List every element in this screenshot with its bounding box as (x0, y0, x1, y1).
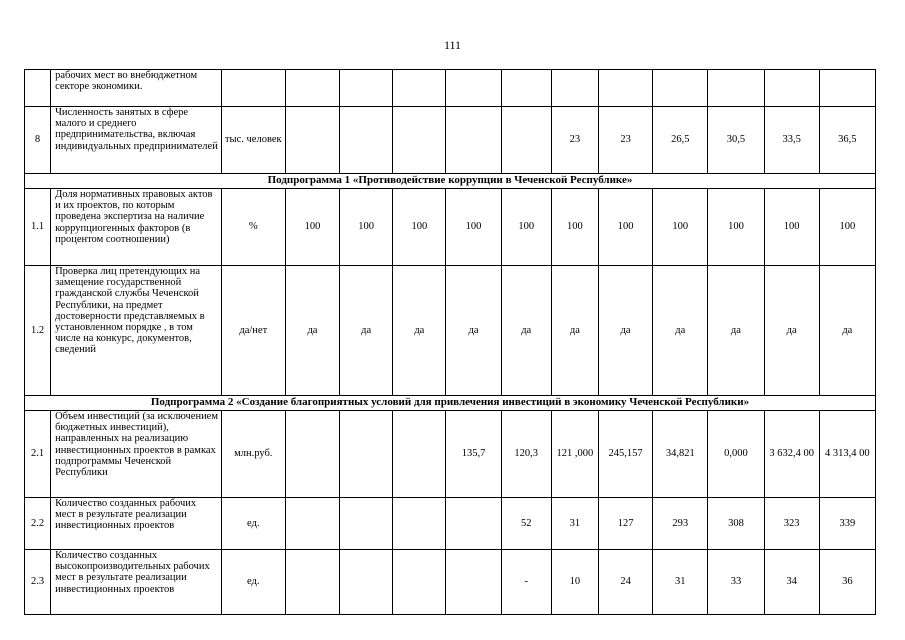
section-row (25, 174, 876, 189)
indicator-name: Объем инвестиций (за исключением бюджетных инвестиций), направленных на реализацию инвестиционных проектов в рамках подпрограммы Чеченской Республики (51, 411, 222, 498)
value-cell: 23 (598, 107, 652, 174)
indicator-name: Количество созданных рабочих мест в результате реализации инвестиционных проектов (51, 498, 222, 550)
value-cell: да (764, 266, 819, 396)
value-cell (819, 70, 875, 107)
value-cell: 26,5 (653, 107, 708, 174)
value-cell: 121 ,000 (551, 411, 598, 498)
table-body (25, 70, 876, 615)
value-cell: 36,5 (819, 107, 875, 174)
value-cell (501, 107, 551, 174)
value-cell (446, 550, 501, 615)
value-cell (764, 70, 819, 107)
value-cell: 135,7 (446, 411, 501, 498)
section-row (25, 396, 876, 411)
value-cell: 100 (598, 189, 652, 266)
value-cell: 52 (501, 498, 551, 550)
value-cell (446, 107, 501, 174)
value-cell (446, 70, 501, 107)
value-cell (708, 70, 764, 107)
value-cell (598, 70, 652, 107)
value-cell: да (819, 266, 875, 396)
value-cell: 3 632,4 00 (764, 411, 819, 498)
row-number: 1.1 (25, 189, 51, 266)
value-cell (340, 550, 393, 615)
table-row (25, 107, 876, 174)
value-cell (393, 498, 446, 550)
value-cell: 34,821 (653, 411, 708, 498)
value-cell (340, 70, 393, 107)
value-cell: 100 (708, 189, 764, 266)
indicators-table (24, 69, 876, 615)
value-cell (340, 411, 393, 498)
value-cell: 100 (819, 189, 875, 266)
table-row (25, 550, 876, 615)
value-cell (446, 498, 501, 550)
value-cell: да (598, 266, 652, 396)
value-cell: да (446, 266, 501, 396)
value-cell: 323 (764, 498, 819, 550)
indicator-unit: тыс. человек (221, 107, 285, 174)
indicator-unit (221, 70, 285, 107)
row-number: 2.1 (25, 411, 51, 498)
value-cell: да (501, 266, 551, 396)
row-number: 2.2 (25, 498, 51, 550)
value-cell (501, 70, 551, 107)
value-cell: да (708, 266, 764, 396)
value-cell (393, 411, 446, 498)
value-cell: 120,3 (501, 411, 551, 498)
value-cell: 10 (551, 550, 598, 615)
indicator-unit: ед. (221, 550, 285, 615)
indicator-name: рабочих мест во внебюджетном секторе экономики. (51, 70, 222, 107)
table-row (25, 70, 876, 107)
value-cell (285, 70, 339, 107)
indicator-unit: млн.руб. (221, 411, 285, 498)
row-number: 1.2 (25, 266, 51, 396)
value-cell: 30,5 (708, 107, 764, 174)
value-cell: 100 (764, 189, 819, 266)
indicator-name: Количество созданных высокопроизводительных рабочих мест в результате реализации инвестиционных проектов (51, 550, 222, 615)
value-cell: 339 (819, 498, 875, 550)
value-cell: - (501, 550, 551, 615)
value-cell: 100 (653, 189, 708, 266)
value-cell: 31 (653, 550, 708, 615)
value-cell: 100 (446, 189, 501, 266)
value-cell (393, 107, 446, 174)
value-cell: 33 (708, 550, 764, 615)
indicator-name: Численность занятых в сфере малого и среднего предпринимательства, включая индивидуальных предпринимателей (51, 107, 222, 174)
value-cell: да (393, 266, 446, 396)
indicator-name: Проверка лиц претендующих на замещение государственной гражданской службы Чеченской Республики, на предмет достоверности представляемых в установленном порядке , в том числе на конкурс, документов, сведений (51, 266, 222, 396)
table-row (25, 498, 876, 550)
indicator-name: Доля нормативных правовых актов и их проектов, по которым проведена экспертиза на наличие коррупциогенных факторов (в процентом соотношении) (51, 189, 222, 266)
value-cell: да (285, 266, 339, 396)
indicator-unit: да/нет (221, 266, 285, 396)
value-cell: да (340, 266, 393, 396)
value-cell (393, 70, 446, 107)
value-cell: 100 (501, 189, 551, 266)
value-cell (393, 550, 446, 615)
value-cell: 0,000 (708, 411, 764, 498)
value-cell: 36 (819, 550, 875, 615)
value-cell: 293 (653, 498, 708, 550)
value-cell (285, 411, 339, 498)
row-number (25, 70, 51, 107)
value-cell (285, 498, 339, 550)
value-cell: 34 (764, 550, 819, 615)
indicator-unit: ед. (221, 498, 285, 550)
value-cell: 31 (551, 498, 598, 550)
subprogram-2-title: Подпрограмма 2 «Создание благоприятных условий для привлечения инвестиций в экономику Чеченской Республики» (25, 396, 876, 411)
value-cell: 308 (708, 498, 764, 550)
value-cell (340, 107, 393, 174)
value-cell (285, 550, 339, 615)
value-cell (653, 70, 708, 107)
value-cell: 245,157 (598, 411, 652, 498)
value-cell: 24 (598, 550, 652, 615)
indicator-unit: % (221, 189, 285, 266)
value-cell: 100 (340, 189, 393, 266)
value-cell: 100 (393, 189, 446, 266)
value-cell: 100 (285, 189, 339, 266)
value-cell: 127 (598, 498, 652, 550)
subprogram-1-title: Подпрограмма 1 «Противодействие коррупции в Чеченской Республике» (25, 174, 876, 189)
value-cell: да (653, 266, 708, 396)
table-row (25, 411, 876, 498)
value-cell: 33,5 (764, 107, 819, 174)
value-cell (340, 498, 393, 550)
row-number: 2.3 (25, 550, 51, 615)
value-cell: да (551, 266, 598, 396)
page-number: 111 (443, 38, 462, 52)
row-number: 8 (25, 107, 51, 174)
value-cell: 4 313,4 00 (819, 411, 875, 498)
table-row (25, 266, 876, 396)
value-cell: 100 (551, 189, 598, 266)
value-cell (285, 107, 339, 174)
table-row (25, 189, 876, 266)
value-cell (551, 70, 598, 107)
value-cell: 23 (551, 107, 598, 174)
